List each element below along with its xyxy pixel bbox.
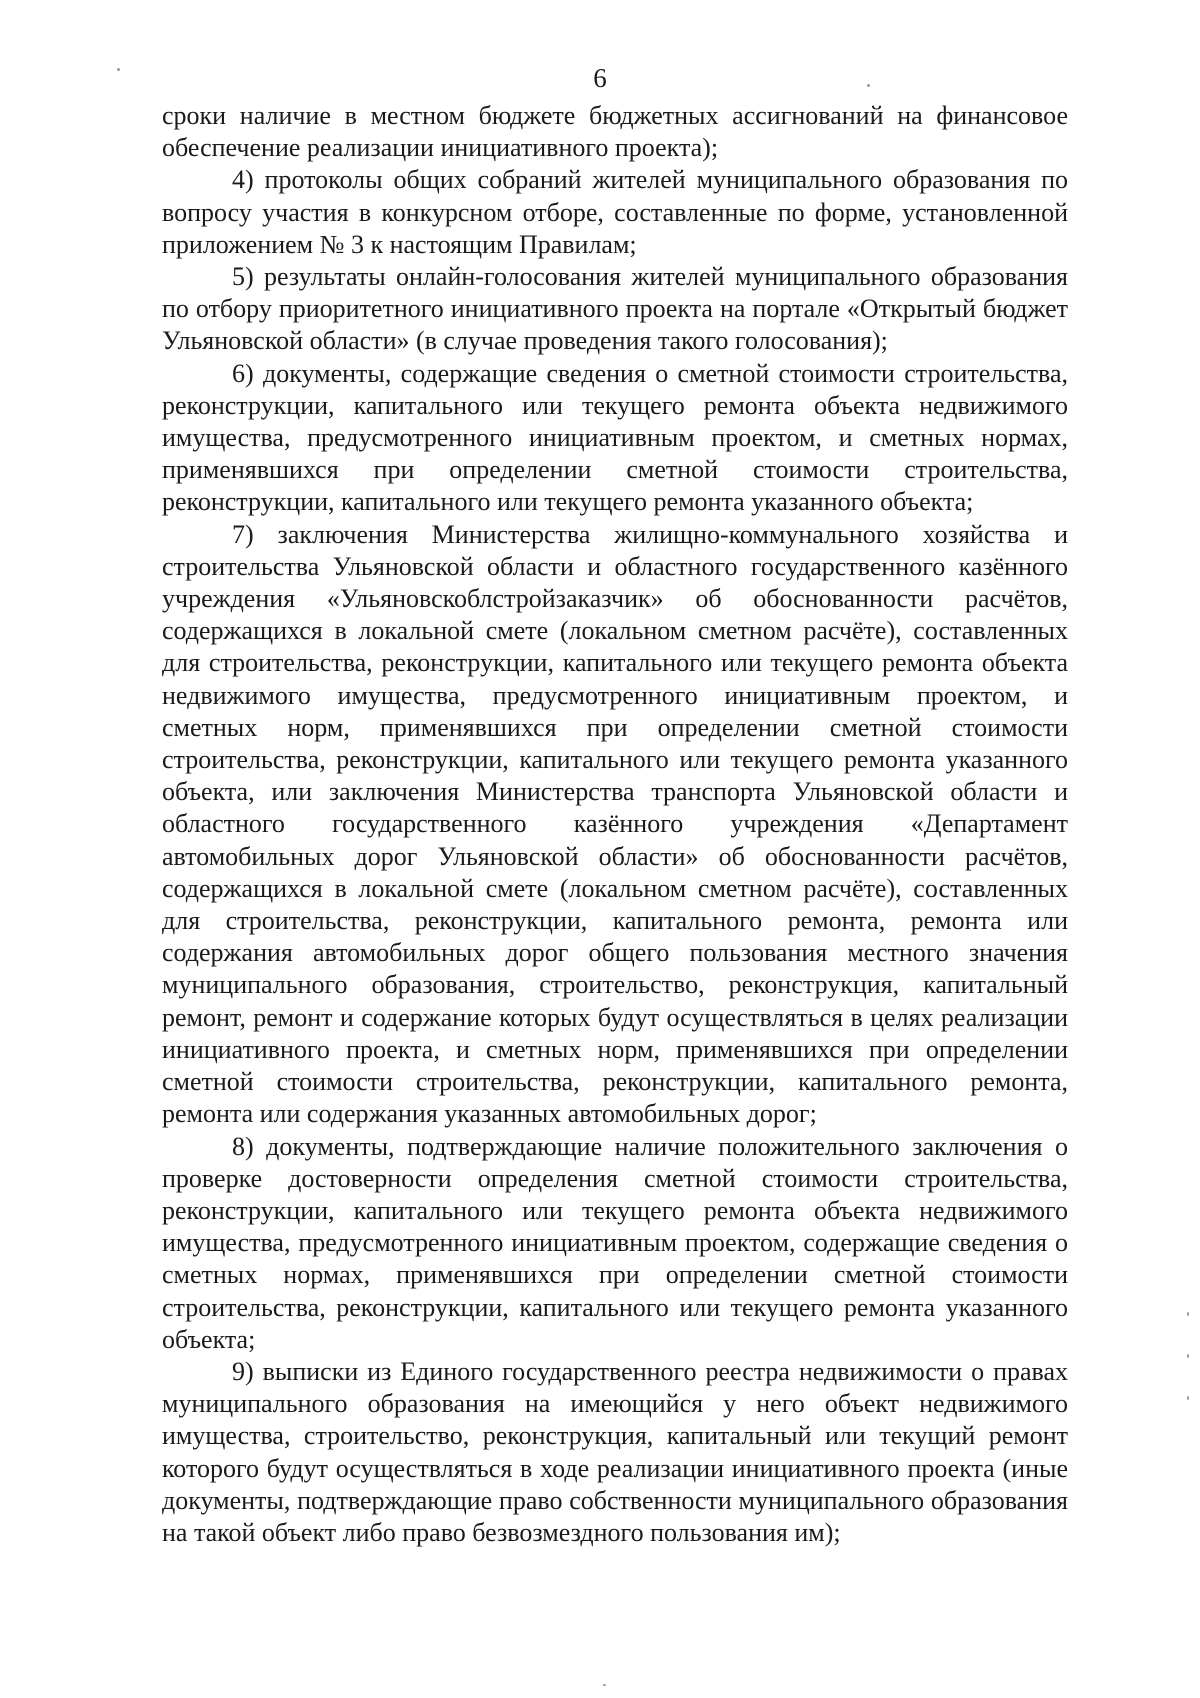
paragraph-item-8: 8) документы, подтверждающие наличие положительного заключения о проверке достоверности определения сметной стоимости строительства, реконструкции, капитального или текущего ремонта объекта недвижимого имущества, предусмотренного инициативным проектом, содержащие сведения о сметных нормах, применявшихся при определении сметной стоимости строительства, реконструкции, капитального или текущего ремонта указанного объекта; (162, 1131, 1068, 1354)
paragraph-item-4: 4) протоколы общих собраний жителей муниципального образования по вопросу участия в конкурсном отборе, составленные по форме, установленной приложением № 3 к настоящим Правилам; (162, 165, 1068, 259)
scan-speck (1187, 1354, 1189, 1358)
paragraph-item-5: 5) результаты онлайн-голосования жителей муниципального образования по отбору приоритетного инициативного проекта на портале «Открытый бюджет Ульяновской области» (в случае проведения такого голосования); (162, 262, 1068, 356)
paragraph-continuation: сроки наличие в местном бюджете бюджетных ассигнований на финансовое обеспечение реализации инициативного проекта); (162, 101, 1068, 163)
page-number: 6 (593, 63, 607, 93)
scan-speck (603, 1684, 606, 1686)
paragraph-item-9: 9) выписки из Единого государственного реестра недвижимости о правах муниципального образования на имеющийся у него объект недвижимого имущества, строительство, реконструкция, капитальный или текущий ремонт которого будут осуществляться в ходе реализации инициативного проекта (иные документы, подтверждающие право собственности муниципального образования на такой объект либо право безвозмездного пользования им); (162, 1356, 1068, 1547)
scan-speck (117, 68, 120, 71)
paragraph-item-7: 7) заключения Министерства жилищно-коммунального хозяйства и строительства Ульяновской области и областного государственного казённого учреждения «Ульяновскоблстройзаказчик» об обоснованности расчётов, содержащихся в локальной смете (локальном сметном расчёте), составленных для строительства, реконструкции, капитального или текущего ремонта объекта недвижимого имущества, предусмотренного инициативным проектом, и сметных норм, применявшихся при определении сметной стоимости строительства, реконструкции, капитального или текущего ремонта указанного объекта, или заключения Министерства транспорта Ульяновской области и областного государственного казённого учреждения «Департамент автомобильных дорог Ульяновской области» об обоснованности расчётов, содержащихся в локальной смете (локальном сметном расчёте), составленных для строительства, реконструкции, капитального ремонта, ремонта или содержания автомобильных дорог общего пользования местного значения муниципального образования, строительство, реконструкция, капитальный ремонт, ремонт и содержание которых будут осуществляться в целях реализации инициативного проекта, и сметных норм, применявшихся при определении сметной стоимости строительства, реконструкции, капитального ремонта, ремонта или содержания указанных автомобильных дорог; (162, 519, 1068, 1129)
scan-speck (1187, 1312, 1189, 1316)
scan-speck (1187, 1396, 1189, 1400)
document-body (162, 100, 1068, 1549)
scan-speck (867, 84, 870, 87)
paragraph-item-6: 6) документы, содержащие сведения о сметной стоимости строительства, реконструкции, капитального или текущего ремонта объекта недвижимого имущества, предусмотренного инициативным проектом, и сметных нормах, применявшихся при определении сметной стоимости строительства, реконструкции, капитального или текущего ремонта указанного объекта; (162, 358, 1068, 517)
